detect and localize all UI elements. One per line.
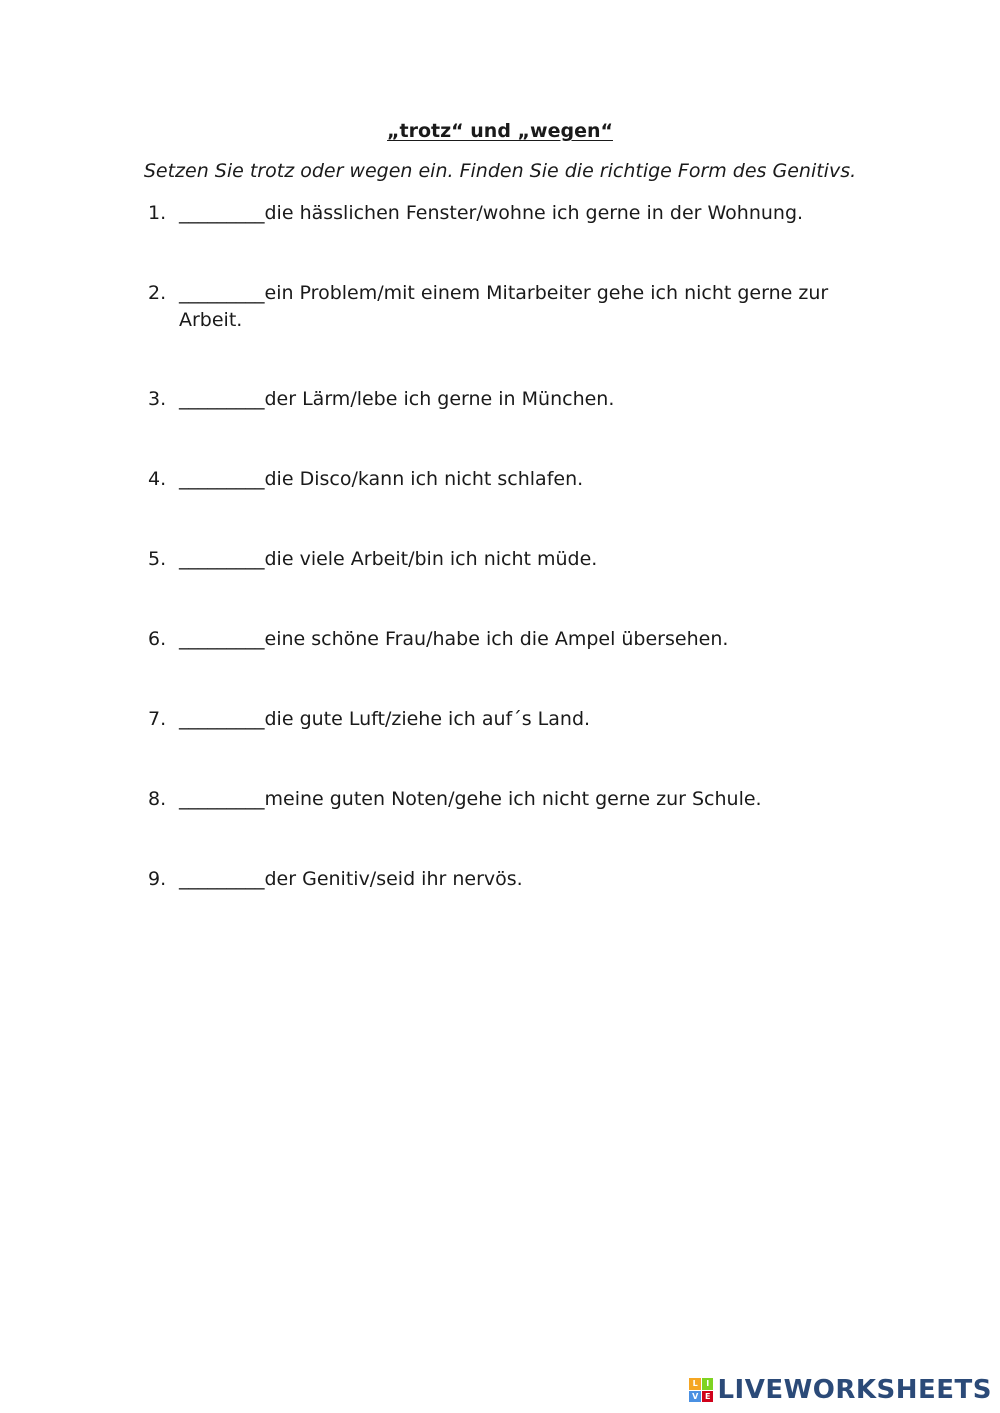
exercise-number: 9. xyxy=(148,868,167,890)
exercise-item-1 xyxy=(148,200,868,227)
exercise-list xyxy=(148,200,868,946)
exercise-number: 4. xyxy=(148,468,167,490)
exercise-number: 5. xyxy=(148,548,167,570)
exercise-text: der Genitiv/seid ihr nervös. xyxy=(264,868,523,890)
liveworksheets-logo xyxy=(689,1375,992,1405)
exercise-text: eine schöne Frau/habe ich die Ampel übersehen. xyxy=(264,628,729,650)
exercise-number: 1. xyxy=(148,202,167,224)
answer-blank[interactable]: _________ xyxy=(179,628,265,650)
exercise-number: 3. xyxy=(148,388,167,410)
exercise-text: die hässlichen Fenster/wohne ich gerne in der Wohnung. xyxy=(264,202,804,224)
answer-blank[interactable]: _________ xyxy=(179,708,265,730)
exercise-item-5 xyxy=(148,546,868,573)
exercise-number: 2. xyxy=(148,282,167,304)
worksheet-instruction: Setzen Sie trotz oder wegen ein. Finden Sie die richtige Form des Genitivs. xyxy=(143,160,857,182)
logo-mark-letter: E xyxy=(702,1391,714,1403)
exercise-item-2 xyxy=(148,280,868,334)
answer-blank[interactable]: _________ xyxy=(179,548,265,570)
logo-text: LIVEWORKSHEETS xyxy=(717,1375,992,1405)
exercise-text: der Lärm/lebe ich gerne in München. xyxy=(264,388,615,410)
exercise-item-7 xyxy=(148,706,868,733)
exercise-number: 7. xyxy=(148,708,167,730)
worksheet-title: „trotz“ und „wegen“ xyxy=(387,120,613,142)
exercise-item-9 xyxy=(148,866,868,893)
logo-mark-letter: L xyxy=(689,1378,701,1390)
answer-blank[interactable]: _________ xyxy=(179,468,265,490)
exercise-item-6 xyxy=(148,626,868,653)
answer-blank[interactable]: _________ xyxy=(179,868,265,890)
exercise-item-8 xyxy=(148,786,868,813)
exercise-text: meine guten Noten/gehe ich nicht gerne zur Schule. xyxy=(264,788,762,810)
exercise-number: 8. xyxy=(148,788,167,810)
answer-blank[interactable]: _________ xyxy=(179,788,265,810)
logo-mark-letter: I xyxy=(702,1378,714,1390)
answer-blank[interactable]: _________ xyxy=(179,282,265,304)
exercise-item-4 xyxy=(148,466,868,493)
answer-blank[interactable]: _________ xyxy=(179,202,265,224)
exercise-number: 6. xyxy=(148,628,167,650)
exercise-text: die viele Arbeit/bin ich nicht müde. xyxy=(264,548,598,570)
exercise-text: die Disco/kann ich nicht schlafen. xyxy=(264,468,584,490)
liveworksheets-logo-icon xyxy=(689,1378,713,1402)
logo-mark-letter: V xyxy=(689,1391,701,1403)
answer-blank[interactable]: _________ xyxy=(179,388,265,410)
exercise-item-3 xyxy=(148,386,868,413)
exercise-text: ein Problem/mit einem Mitarbeiter gehe ich nicht gerne zur Arbeit. xyxy=(179,282,829,331)
exercise-text: die gute Luft/ziehe ich auf´s Land. xyxy=(264,708,591,730)
